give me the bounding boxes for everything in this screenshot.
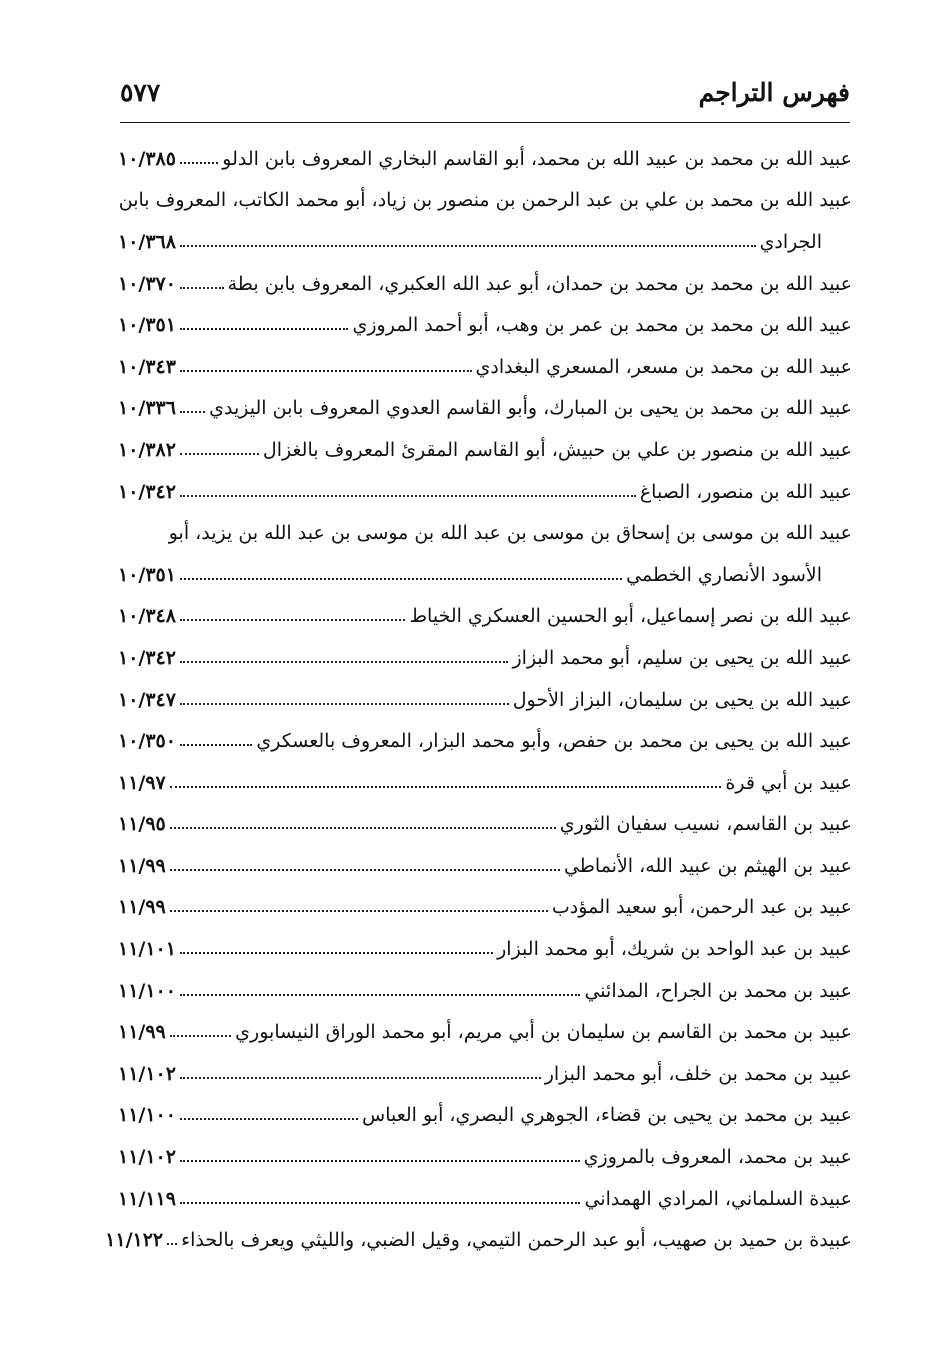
- entry-name: عبيد بن أبي قرة: [725, 771, 852, 794]
- leader-dots: [170, 869, 560, 871]
- volume-page-reference: ١٠/٣٥١: [118, 314, 176, 337]
- entry-line: [118, 263, 852, 305]
- index-entry: [118, 1178, 852, 1220]
- leader-dots: [167, 1243, 177, 1245]
- entry-line: [118, 804, 852, 846]
- index-entry: [105, 1219, 852, 1261]
- entry-line: [118, 471, 852, 513]
- leader-dots: [170, 786, 722, 788]
- entry-name: عبيد بن محمد بن الجراح، المدائني: [584, 979, 852, 1002]
- volume-page-reference: ١٠/٣٧٠: [118, 272, 176, 295]
- entry-line: [118, 928, 852, 970]
- volume-page-reference: ١٠/٣٤٣: [118, 355, 176, 378]
- leader-dots: [180, 453, 259, 455]
- volume-page-reference: ١١/١٠٢: [118, 1146, 176, 1169]
- volume-page-reference: ١٠/٣٤٨: [118, 605, 176, 628]
- index-entry: [118, 970, 852, 1012]
- leader-dots: [180, 578, 622, 580]
- index-entry: [118, 180, 852, 263]
- entry-line: [118, 346, 852, 388]
- entry-line: [118, 887, 852, 929]
- leader-dots: [180, 287, 224, 289]
- index-entry: [118, 596, 852, 638]
- leader-dots: [180, 162, 218, 164]
- leader-dots: [180, 1118, 358, 1120]
- volume-page-reference: ١١/١١٩: [118, 1187, 176, 1210]
- leader-dots: [180, 1160, 580, 1162]
- entry-line: [118, 1136, 852, 1178]
- volume-page-reference: ١١/٩٩: [118, 854, 166, 877]
- entry-line: [118, 429, 852, 471]
- entry-line: [118, 388, 852, 430]
- leader-dots: [180, 495, 636, 497]
- index-entry: [118, 637, 852, 679]
- entry-name: عبيد الله بن محمد بن مسعر، المسعري البغدادي: [475, 355, 852, 378]
- index-entry: [118, 1136, 852, 1178]
- leader-dots: [180, 661, 509, 663]
- index-entry: [118, 1011, 852, 1053]
- leader-dots: [180, 1077, 541, 1079]
- entry-name: الجرادي: [759, 230, 822, 253]
- entry-name: عبيدة بن حميد بن صهيب، أبو عبد الرحمن التيمي، وقيل الضبي، والليثي ويعرف بالحذاء: [181, 1229, 852, 1252]
- entry-name: عبيد بن الهيثم بن عبيد الله، الأنماطي: [563, 854, 852, 877]
- index-entry: [118, 388, 852, 430]
- index-entry: [118, 928, 852, 970]
- index-entry: [118, 720, 852, 762]
- biography-index-list: [105, 138, 852, 1261]
- volume-page-reference: ١١/١٠١: [118, 938, 176, 961]
- entry-name: عبيد الله بن يحيى بن محمد بن حفص، وأبو محمد البزار، المعروف بالعسكري: [256, 730, 852, 753]
- volume-page-reference: ١١/١٢٢: [105, 1229, 164, 1252]
- page-number: ٥٧٧: [120, 77, 161, 107]
- entry-first-line: عبيد الله بن محمد بن علي بن عبد الرحمن بن منصور بن زياد، أبو محمد الكاتب، المعروف بابن: [118, 189, 852, 212]
- index-entry: [118, 1095, 852, 1137]
- entry-line: [105, 1219, 852, 1261]
- leader-dots: [180, 619, 406, 621]
- leader-dots: [180, 370, 472, 372]
- leader-dots: [180, 245, 756, 247]
- index-entry: [118, 263, 852, 305]
- entry-line: [118, 637, 852, 679]
- index-entry: [118, 304, 852, 346]
- leader-dots: [180, 411, 205, 413]
- entry-name: عبيد بن محمد بن القاسم بن سليمان بن أبي مريم، أبو محمد الوراق النيسابوري: [235, 1021, 852, 1044]
- leader-dots: [180, 328, 349, 330]
- entry-name: عبيد بن عبد الواحد بن شريك، أبو محمد البزار: [497, 938, 852, 961]
- volume-page-reference: ١٠/٣٨٥: [118, 147, 176, 170]
- entry-name: عبيد بن محمد، المعروف بالمروزي: [583, 1146, 852, 1169]
- volume-page-reference: ١٠/٣٨٢: [118, 438, 176, 461]
- index-entry: [118, 845, 852, 887]
- volume-page-reference: ١١/٩٥: [118, 813, 166, 836]
- entry-name: عبيدة السلماني، المرادي الهمداني: [584, 1187, 852, 1210]
- index-entry: [118, 138, 852, 180]
- index-entry: [118, 512, 852, 595]
- entry-line: [118, 1178, 852, 1220]
- header-rule: [120, 122, 850, 123]
- leader-dots: [170, 910, 548, 912]
- entry-line: [118, 762, 852, 804]
- volume-page-reference: ١٠/٣٦٨: [118, 230, 176, 253]
- index-entry: [118, 804, 852, 846]
- volume-page-reference: ١١/١٠٠: [118, 1104, 176, 1127]
- entry-name: عبيد الله بن محمد بن يحيى بن المبارك، وأبو القاسم العدوي المعروف بابن اليزيدي: [209, 397, 852, 420]
- entry-name: عبيد الله بن محمد بن عبيد الله بن محمد، أبو القاسم البخاري المعروف بابن الدلو: [222, 147, 852, 170]
- entry-name: عبيد الله بن يحيى بن سليم، أبو محمد البزاز: [512, 646, 852, 669]
- entry-line: [118, 138, 852, 180]
- index-entry: [118, 471, 852, 513]
- volume-page-reference: ١٠/٣٤٢: [118, 480, 176, 503]
- entry-line: [118, 679, 852, 721]
- entry-line: [118, 970, 852, 1012]
- entry-first-line: عبيد الله بن موسى بن إسحاق بن موسى بن عبد الله بن موسى بن عبد الله بن يزيد، أبو: [168, 522, 852, 545]
- volume-page-reference: ١٠/٣٥١: [118, 563, 176, 586]
- entry-name: عبيد الله بن منصور بن علي بن حبيش، أبو القاسم المقرئ المعروف بالغزال: [262, 438, 852, 461]
- index-entry: [118, 429, 852, 471]
- entry-line: [118, 221, 852, 263]
- volume-page-reference: ١٠/٣٤٢: [118, 646, 176, 669]
- entry-line: [118, 596, 852, 638]
- volume-page-reference: ١١/١٠٢: [118, 1062, 176, 1085]
- entry-line: [118, 720, 852, 762]
- volume-page-reference: ١٠/٣٥٠: [118, 730, 176, 753]
- entry-name: عبيد الله بن نصر إسماعيل، أبو الحسين العسكري الخياط: [409, 605, 852, 628]
- volume-page-reference: ١٠/٣٤٧: [118, 688, 176, 711]
- leader-dots: [180, 744, 252, 746]
- entry-line: [118, 845, 852, 887]
- leader-dots: [170, 827, 556, 829]
- entry-name: الأسود الأنصاري الخطمي: [626, 563, 822, 586]
- leader-dots: [180, 952, 493, 954]
- index-entry: [118, 887, 852, 929]
- entry-name: عبيد بن عبد الرحمن، أبو سعيد المؤدب: [551, 896, 852, 919]
- volume-page-reference: ١١/٩٧: [118, 771, 166, 794]
- entry-name: عبيد الله بن منصور، الصباغ: [639, 480, 852, 503]
- entry-name: عبيد الله بن يحيى بن سليمان، البزاز الأحول: [512, 688, 852, 711]
- entry-line: [118, 1011, 852, 1053]
- leader-dots: [180, 994, 581, 996]
- entry-name: عبيد الله بن محمد بن محمد بن حمدان، أبو عبد الله العكبري، المعروف بابن بطة: [227, 272, 852, 295]
- volume-page-reference: ١٠/٣٣٦: [118, 397, 176, 420]
- volume-page-reference: ١١/٩٩: [118, 1021, 166, 1044]
- volume-page-reference: ١١/٩٩: [118, 896, 166, 919]
- leader-dots: [180, 703, 509, 705]
- entry-name: عبيد بن محمد بن خلف، أبو محمد البزار: [544, 1062, 852, 1085]
- page-header: [120, 70, 850, 114]
- index-entry: [118, 346, 852, 388]
- index-entry: [118, 1053, 852, 1095]
- volume-page-reference: ١١/١٠٠: [118, 979, 176, 1002]
- entry-line: [118, 1095, 852, 1137]
- index-entry: [118, 762, 852, 804]
- entry-name: عبيد بن محمد بن يحيى بن قضاء، الجوهري البصري، أبو العباس: [362, 1104, 852, 1127]
- entry-line: [118, 304, 852, 346]
- leader-dots: [170, 1035, 231, 1037]
- page-title: فهرس التراجم: [698, 77, 850, 107]
- entry-line: [118, 1053, 852, 1095]
- entry-line: [118, 554, 852, 596]
- entry-name: عبيد بن القاسم، نسيب سفيان الثوري: [559, 813, 852, 836]
- index-entry: [118, 679, 852, 721]
- entry-name: عبيد الله بن محمد بن محمد بن عمر بن وهب، أبو أحمد المروزي: [352, 314, 852, 337]
- leader-dots: [180, 1202, 581, 1204]
